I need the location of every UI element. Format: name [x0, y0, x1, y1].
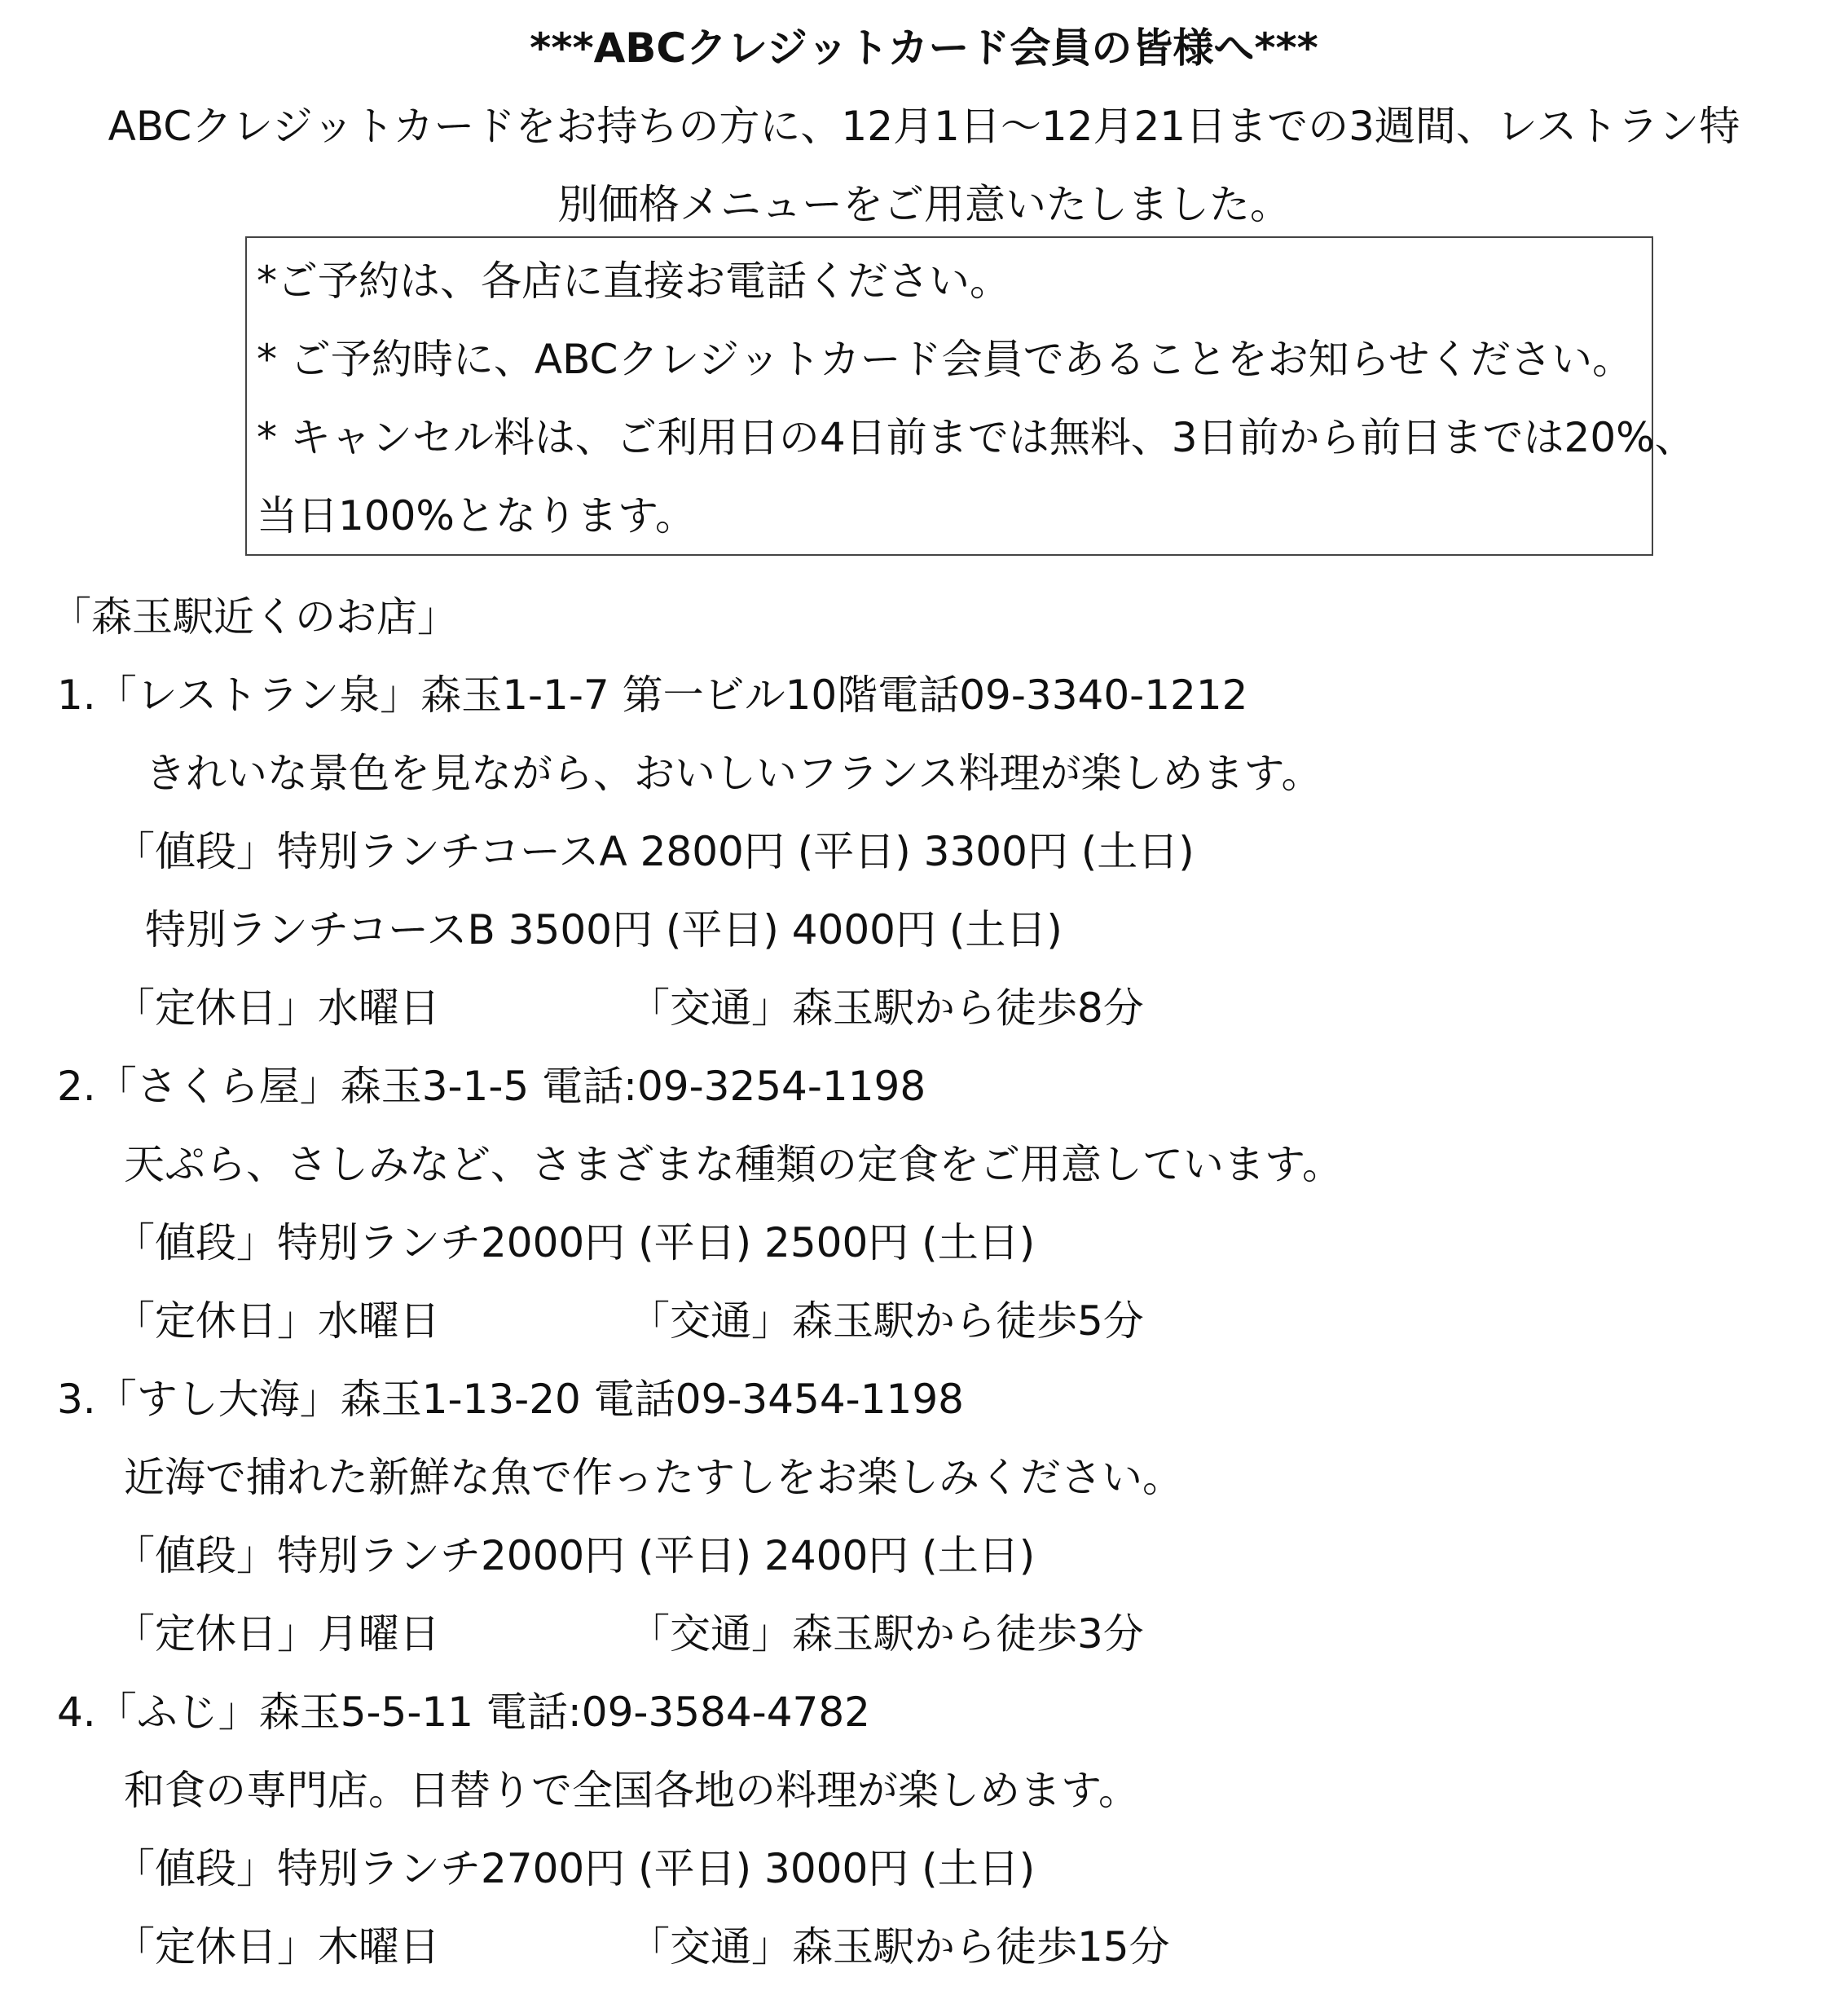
section-heading: 「森玉駅近くのお店」	[51, 593, 458, 641]
restaurant-access: 「交通」森玉駅から徒歩3分	[629, 1610, 1144, 1658]
notice-line-2: * ご予約時に、ABCクレジットカード会員であることをお知らせください。	[257, 336, 1634, 383]
restaurant-closed-day: 「定休日」水曜日	[114, 1297, 440, 1345]
restaurant-access: 「交通」森玉駅から徒歩5分	[629, 1297, 1144, 1345]
restaurant-description: 和食の専門店。日替りで全国各地の料理が楽しめます。	[124, 1767, 1139, 1814]
restaurant-closed-day: 「定休日」水曜日	[114, 984, 440, 1032]
restaurant-header: 2.「さくら屋」森玉3-1-5 電話:09-3254-1198	[57, 1063, 926, 1110]
intro-line-1: ABCクレジットカードをお持ちの方に、12月1日～12月21日までの3週間、レストラン特	[108, 103, 1740, 150]
restaurant-header: 3.「すし大海」森玉1-13-20 電話09-3454-1198	[57, 1376, 964, 1423]
restaurant-header: 1.「レストラン泉」森玉1-1-7 第一ビル10階電話09-3340-1212	[57, 672, 1248, 719]
notice-line-1: *ご予約は、各店に直接お電話ください。	[257, 258, 1010, 305]
restaurant-header: 4.「ふじ」森玉5-5-11 電話:09-3584-4782	[57, 1689, 870, 1736]
restaurant-access: 「交通」森玉駅から徒歩15分	[629, 1923, 1170, 1971]
restaurant-closed-day: 「定休日」月曜日	[114, 1610, 440, 1658]
restaurant-description: 天ぷら、さしみなど、さまざまな種類の定食をご用意しています。	[124, 1141, 1343, 1188]
restaurant-price-line-1: 「値段」特別ランチ2000円 (平日) 2500円 (土日)	[114, 1219, 1036, 1266]
restaurant-access: 「交通」森玉駅から徒歩8分	[629, 984, 1144, 1032]
page-title: ***ABCクレジットカード会員の皆様へ***	[530, 24, 1318, 72]
notice-box	[245, 236, 1696, 556]
restaurant-description: 近海で捕れた新鮮な魚で作ったすしをお楽しみください。	[124, 1454, 1183, 1501]
restaurant-closed-day: 「定休日」木曜日	[114, 1923, 440, 1971]
notice-line-3: * キャンセル料は、ご利用日の4日前までは無料、3日前から前日までは20%、	[257, 414, 1696, 461]
notice-line-4: 当日100%となります。	[257, 492, 696, 539]
restaurant-price-line-1: 「値段」特別ランチコースA 2800円 (平日) 3300円 (土日)	[114, 828, 1195, 875]
restaurant-price-line-1: 「値段」特別ランチ2700円 (平日) 3000円 (土日)	[114, 1845, 1036, 1892]
restaurant-description: きれいな景色を見ながら、おいしいフランス料理が楽しめます。	[145, 750, 1322, 797]
restaurant-price-line-1: 「値段」特別ランチ2000円 (平日) 2400円 (土日)	[114, 1532, 1036, 1579]
intro-line-2: 別価格メニューをご用意いたしました。	[557, 181, 1291, 228]
restaurant-price-line-2: 特別ランチコースB 3500円 (平日) 4000円 (土日)	[145, 906, 1063, 953]
